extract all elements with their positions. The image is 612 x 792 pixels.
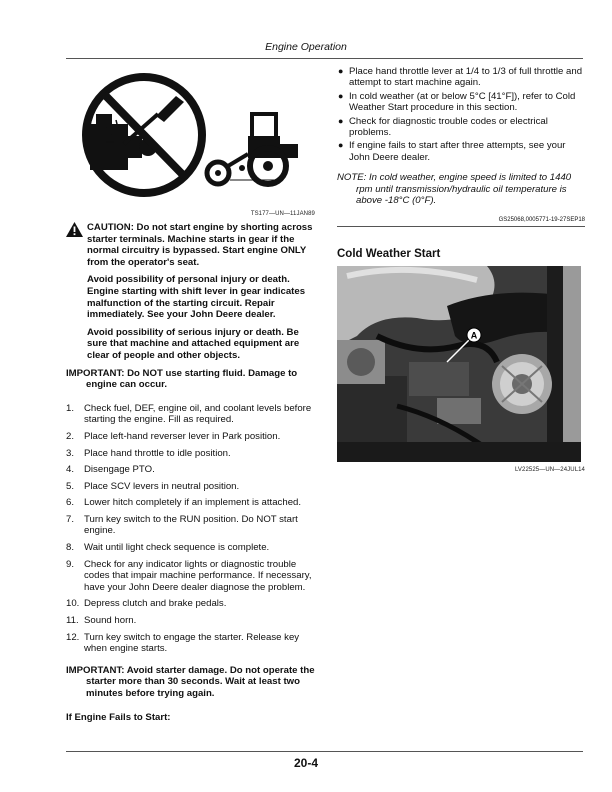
list-item: 8. Wait until light check sequence is complete. — [66, 542, 270, 554]
caution-block — [66, 222, 315, 362]
right-column — [337, 66, 585, 473]
list-item: 6. Lower hitch completely if an implement is attached. — [66, 497, 302, 509]
engine-compartment-photo — [337, 266, 581, 462]
reference-code: GS25068,0005771-19-27SEP18 — [498, 217, 585, 224]
list-item: 7. Turn key switch to the RUN position. Do NOT start engine. — [66, 513, 298, 537]
list-item: 2. Place left-hand reverser lever in Park position. — [66, 430, 281, 442]
bullet-list — [337, 66, 585, 163]
note-text: NOTE: In cold weather, engine speed is limited to 1440 rpm until transmission/hydraulic oil temperature is above -18°C (0°F). — [337, 172, 572, 207]
section-title: Cold Weather Start — [337, 248, 441, 261]
caution-text: CAUTION: Do not start engine by shorting across starter terminals. Machine starts in gear if the normal circuitry is bypassed. Start engine ONLY from the operator's seat. — [87, 222, 313, 268]
photo-caption: LV22525—UN—24JUL14 — [514, 467, 585, 474]
subsection-heading: If Engine Fails to Start: — [66, 711, 171, 723]
start-procedure-list — [66, 403, 315, 655]
callout-label: A — [470, 330, 478, 341]
list-item: 5. Place SCV levers in neutral position. — [66, 480, 240, 492]
page-header: Engine Operation — [265, 41, 347, 53]
list-item: 12. Turn key switch to engage the starter. Release key when engine starts. — [66, 631, 300, 655]
page-number: 20-4 — [293, 756, 319, 770]
left-column — [66, 66, 315, 723]
list-item: ● If engine fails to start after three attempts, see your John Deere dealer. — [338, 140, 566, 163]
header-rule — [66, 58, 583, 59]
safety-figure — [66, 66, 315, 217]
list-item: 1. Check fuel, DEF, engine oil, and coolant levels before starting the engine. Fill as required. — [66, 402, 312, 426]
list-item: 10. Depress clutch and brake pedals. — [66, 598, 227, 610]
list-item: 4. Disengage PTO. — [66, 464, 155, 476]
list-item: ● In cold weather (at or below 5°C [41°F]), refer to Cold Weather Start procedure in this section. — [338, 90, 576, 114]
list-item: ● Place hand throttle lever at 1/4 to 1/3 of full throttle and attempt to start machine again. — [338, 66, 583, 89]
no-shorting-starter-illustration — [66, 66, 315, 206]
section-rule — [337, 226, 585, 227]
warning-triangle-icon — [66, 222, 83, 237]
list-item: ● Check for diagnostic trouble codes or electrical problems. — [338, 115, 548, 139]
caution-text: Avoid possibility of serious injury or death. Be sure that machine and attached equipment are clear of people and other objects. — [87, 326, 300, 361]
important-notice: IMPORTANT: Do NOT use starting fluid. Damage to engine can occur. — [66, 367, 298, 391]
list-item: 3. Place hand throttle to idle position. — [66, 447, 231, 459]
figure-caption: TS177—UN—11JAN89 — [250, 211, 315, 217]
list-item: 11. Sound horn. — [66, 615, 137, 627]
important-notice: IMPORTANT: Avoid starter damage. Do not operate the starter more than 30 seconds. Wait at least two minutes before trying again. — [66, 664, 315, 699]
caution-text: Avoid possibility of personal injury or death. Engine starting with shift lever in gear indicates malfunction of the starting circuit. Repair immediately. See your John Deere dealer. — [87, 274, 306, 321]
footer-rule — [66, 751, 583, 752]
list-item: 9. Check for any indicator lights or diagnostic trouble codes that impair machine performance. If necessary, have your John Deere dealer diagnose the problem. — [66, 558, 312, 593]
engine-photo — [337, 266, 585, 473]
